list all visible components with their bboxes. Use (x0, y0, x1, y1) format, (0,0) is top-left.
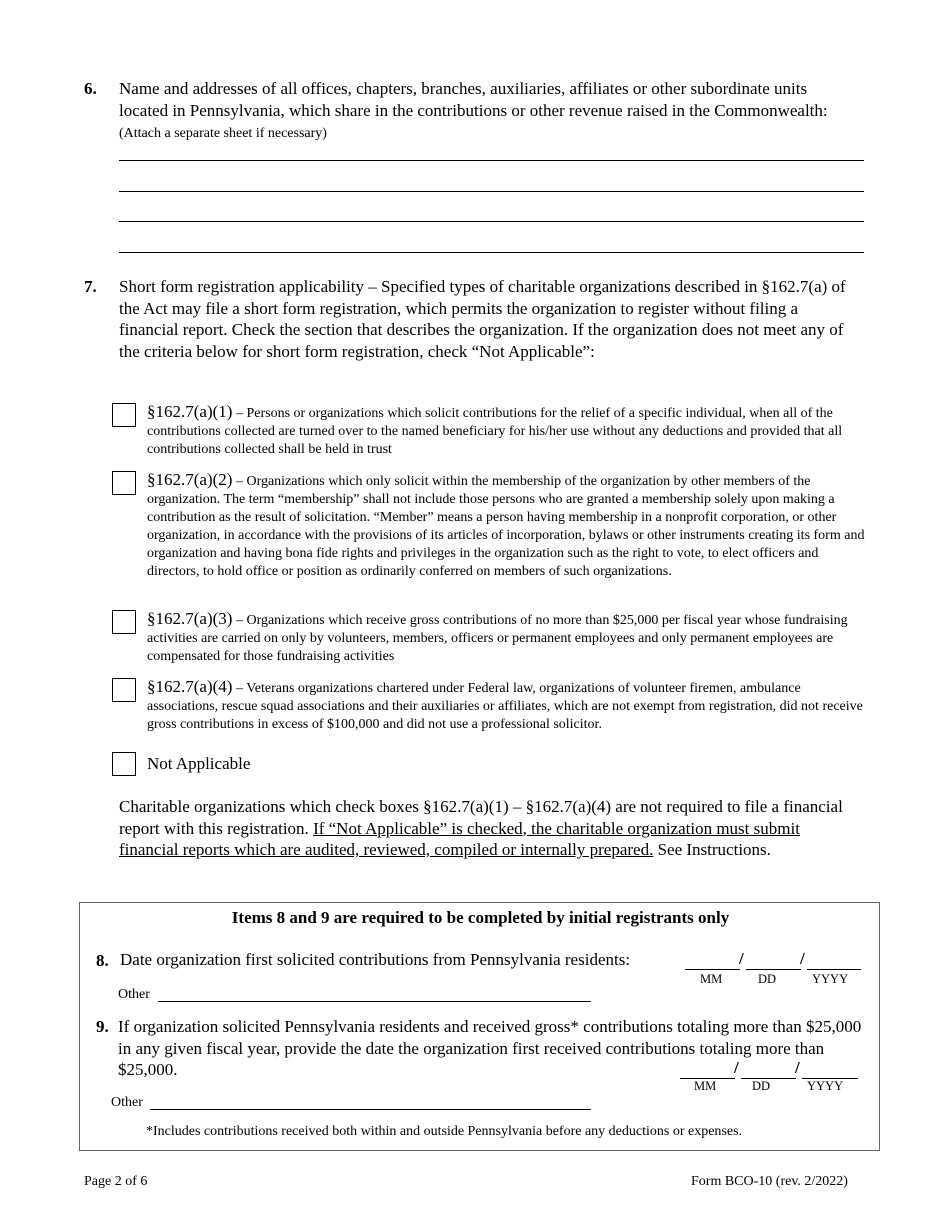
item-6-note: (Attach a separate sheet if necessary) (119, 126, 327, 141)
option-section-label: §162.7(a)(4) (147, 677, 233, 696)
form-id: Form BCO-10 (rev. 2/2022) (691, 1174, 848, 1189)
item-7-note-tail: See Instructions. (653, 840, 771, 859)
date-separator: / (795, 1058, 800, 1077)
item-6-answer-line-3[interactable] (119, 221, 864, 222)
item-6-answer-line-4[interactable] (119, 252, 864, 253)
item-6-answer-line-1[interactable] (119, 160, 864, 161)
item-8-day-field[interactable] (746, 969, 801, 970)
checkbox-162-7-a-1[interactable] (112, 403, 136, 427)
item-9-number: 9. (96, 1017, 109, 1036)
checkbox-162-7-a-2[interactable] (112, 471, 136, 495)
checkbox-162-7-a-4[interactable] (112, 678, 136, 702)
item-8-year-field[interactable] (807, 969, 861, 970)
item-6-number: 6. (84, 79, 97, 98)
item-9-other-label: Other (111, 1095, 143, 1110)
item-9-mm-label: MM (694, 1079, 717, 1093)
date-separator: / (800, 949, 805, 968)
item-6-answer-line-2[interactable] (119, 191, 864, 192)
option-description: – Organizations which receive gross contributions of no more than $25,000 per fiscal year whose fundraising activities are carried on only by volunteers, members, officers or permanent employees and only permanent employees are compensated for those fundraising activities (147, 613, 848, 664)
item-7-number: 7. (84, 277, 97, 296)
item-7-note-plain: Charitable organizations which check boxes §162.7(a)(1) – §162.7(a)(4) are not required to file a financial report with this registration. (119, 797, 843, 838)
option-section-label: §162.7(a)(3) (147, 609, 233, 628)
item-8-dd-label: DD (758, 972, 777, 986)
initial-registrants-box (79, 902, 880, 1151)
item-8-other-label: Other (118, 987, 150, 1002)
gross-footnote: *Includes contributions received both within and outside Pennsylvania before any deductions or expenses. (146, 1124, 743, 1139)
option-description: – Persons or organizations which solicit contributions for the relief of a specific individual, when all of the contributions collected are turned over to the named beneficiary for his/her use without any deductions and provided that all contributions collected shall be held in trust (147, 406, 843, 457)
item-8-mm-label: MM (700, 972, 723, 986)
not-applicable-label: Not Applicable (147, 754, 251, 773)
page-number: Page 2 of 6 (84, 1174, 148, 1189)
item-8-other-field[interactable] (158, 1001, 591, 1002)
item-9-other-field[interactable] (150, 1109, 591, 1110)
item-8-text: Date organization first solicited contributions from Pennsylvania residents: (120, 950, 631, 969)
item-9-yyyy-label: YYYY (807, 1079, 844, 1093)
option-section-label: §162.7(a)(1) (147, 402, 233, 421)
item-6-text: Name and addresses of all offices, chapters, branches, auxiliaries, affiliates or other subordinate units located in Pennsylvania, which share in the contributions or other revenue raised in the Commonwealth: (119, 79, 828, 120)
item-9-dd-label: DD (752, 1079, 771, 1093)
item-7-note-underlined: If “Not Applicable” is checked, the charitable organization must submit financial reports which are audited, reviewed, compiled or internally prepared. (119, 818, 800, 859)
item-8-month-field[interactable] (685, 969, 740, 970)
item-7-note (119, 796, 844, 861)
checkbox-not-applicable[interactable] (112, 752, 136, 776)
date-separator: / (739, 949, 744, 968)
option-description: – Organizations which only solicit within the membership of the organization by other members of the organization. The term “membership” shall not include those persons who are granted a membership solely upon making a contribution as the result of solicitation. “Member” means a person having membership in a nonprofit corporation, or other organization, in accordance with the provisions of its articles of incorporation, bylaws or other instruments creating its form and organization and having bona fide rights and privileges in the organization such as the right to vote, to elect officers and directors, to hold office or position as ordinarily conferred on members of such organizations. (147, 474, 865, 579)
item-8-number: 8. (96, 951, 109, 970)
checkbox-162-7-a-3[interactable] (112, 610, 136, 634)
item-8-yyyy-label: YYYY (812, 972, 849, 986)
date-separator: / (734, 1058, 739, 1077)
option-section-label: §162.7(a)(2) (147, 470, 233, 489)
option-description: – Veterans organizations chartered under Federal law, organizations of volunteer firemen, ambulance associations, rescue squad associations and their auxiliaries or affiliates, which are not exempt from registration, did not receive gross contributions in excess of $100,000 and did not use a professional solicitor. (147, 681, 863, 732)
item-9-text: If organization solicited Pennsylvania residents and received gross* contributions totaling more than $25,000 in any given fiscal year, provide the date the organization first received contributions totaling more than $25,000. (118, 1017, 862, 1079)
item-6-question (119, 78, 859, 145)
item-7-text: Short form registration applicability – Specified types of charitable organizations described in §162.7(a) of the Act may file a short form registration, which permits the organization to register without filing a financial report. Check the section that describes the organization. If the organization does not meet any of the criteria below for short form registration, check “Not Applicable”: (119, 277, 846, 361)
box-heading: Items 8 and 9 are required to be completed by initial registrants only (231, 908, 730, 927)
